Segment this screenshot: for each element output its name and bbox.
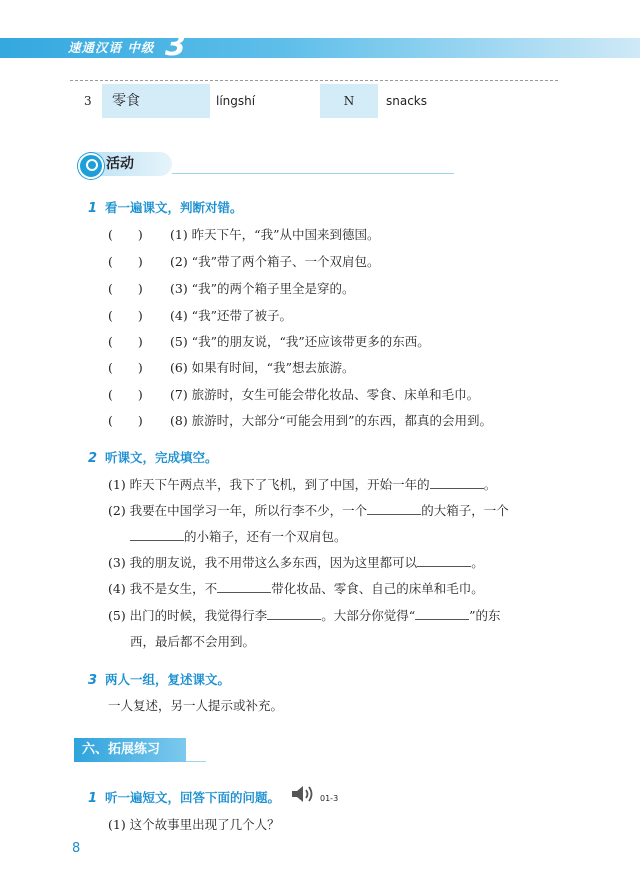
vocab-english: snacks [386,94,428,108]
question-1: (1) 这个故事里出现了几个人？ [108,817,280,832]
fill-blank[interactable] [415,607,469,620]
fill-text: (3) 我的朋友说，我不用带这么多东西，因为这里都可以 [108,555,418,570]
activity-label: 活动 [106,156,134,172]
task6-1-number: 1 [88,791,98,806]
task3-title: 两人一组，复述课文。 [105,672,231,687]
activity-icon [78,153,104,179]
section-six-rule [186,761,206,762]
fill-item-5-cont [130,632,255,650]
vocab-word: 零食 [102,84,210,118]
fill-item-3 [108,553,484,571]
task2-title: 听课文，完成填空。 [105,450,218,465]
book-level: 3 [165,28,186,63]
tf-item-text: (8) 旅游时，大部分“可能会用到”的东西，都真的会用到。 [170,413,492,428]
tf-item-text: (1) 昨天下午，“我”从中国来到德国。 [170,227,380,242]
answer-paren[interactable]: ( ) [108,360,143,375]
task6-1-title: 听一遍短文，回答下面的问题。 [105,790,281,805]
section-six-header: 六、拓展练习 [74,738,186,762]
book-title: 速通汉语 中级 [68,40,155,55]
tf-item-text: (6) 如果有时间，“我”想去旅游。 [170,360,355,375]
fill-text: (1) 昨天下午两点半，我下了飞机，到了中国，开始一年的 [108,477,430,492]
tf-item-text: (3) “我”的两个箱子里全是穿的。 [170,281,355,296]
activity-rule [172,173,454,174]
task1-heading [88,198,243,216]
fill-text: 。 [471,555,484,570]
speaker-icon[interactable] [290,784,316,804]
fill-text: ”的东 [469,608,501,623]
fill-text: 。 [483,477,497,492]
dotted-divider [70,80,558,81]
tf-item-1 [108,225,379,243]
fill-item-5 [108,606,500,624]
tf-item-text: (2) “我”带了两个箱子、一个双肩包。 [170,254,380,269]
fill-blank[interactable] [267,607,321,620]
tf-item-5 [108,332,430,350]
fill-text: 西，最后都不会用到。 [130,634,256,649]
fill-text: (2) 我要在中国学习一年，所以行李不少，一个 [108,503,368,518]
tf-item-4 [108,306,292,324]
fill-blank[interactable] [367,502,421,515]
fill-text: (4) 我不是女生，不 [108,581,218,596]
tf-item-text: (5) “我”的朋友说，“我”还应该带更多的东西。 [170,334,430,349]
fill-item-2-cont [130,527,347,545]
tf-item-3 [108,279,354,297]
vocab-row [70,84,558,118]
vocab-number: 3 [84,94,92,108]
answer-paren[interactable]: ( ) [108,308,143,323]
fill-text: 的大箱子，一个 [421,503,509,518]
fill-blank[interactable] [430,476,484,489]
answer-paren[interactable]: ( ) [108,387,143,402]
task6-1-heading [88,788,280,806]
activity-section-header [74,152,460,176]
audio-track-number: 01-3 [320,794,339,803]
page-number: 8 [72,841,81,856]
tf-item-6 [108,358,354,376]
tf-item-2 [108,252,379,270]
task1-number: 1 [88,201,98,216]
fill-item-2 [108,501,509,519]
task3-instructions: 一人复述，另一人提示或补充。 [108,698,284,713]
task1-title: 看一遍课文，判断对错。 [105,200,243,215]
fill-text: 。大部分你觉得“ [321,608,416,623]
task2-number: 2 [88,451,98,466]
fill-item-4 [108,579,484,597]
fill-blank[interactable] [217,580,271,593]
vocab-pinyin: língshí [216,94,256,108]
vocab-part-of-speech: N [320,84,378,118]
fill-text: 的小箱子，还有一个双肩包。 [184,529,347,544]
fill-blank[interactable] [417,554,471,567]
task2-heading [88,448,218,466]
tf-item-text: (7) 旅游时，女生可能会带化妆品、零食、床单和毛巾。 [170,387,480,402]
tf-item-7 [108,385,479,403]
answer-paren[interactable]: ( ) [108,334,143,349]
task3-number: 3 [88,673,98,688]
fill-text: (5) 出门的时候，我觉得行李 [108,608,268,623]
answer-paren[interactable]: ( ) [108,281,143,296]
answer-paren[interactable]: ( ) [108,254,143,269]
fill-text: 带化妆品、零食、自己的床单和毛巾。 [271,581,484,596]
task3-heading [88,670,230,688]
answer-paren[interactable]: ( ) [108,227,143,242]
fill-item-1 [108,475,496,493]
answer-paren[interactable]: ( ) [108,413,143,428]
tf-item-8 [108,411,492,429]
tf-item-text: (4) “我”还带了被子。 [170,308,292,323]
fill-blank[interactable] [130,528,184,541]
